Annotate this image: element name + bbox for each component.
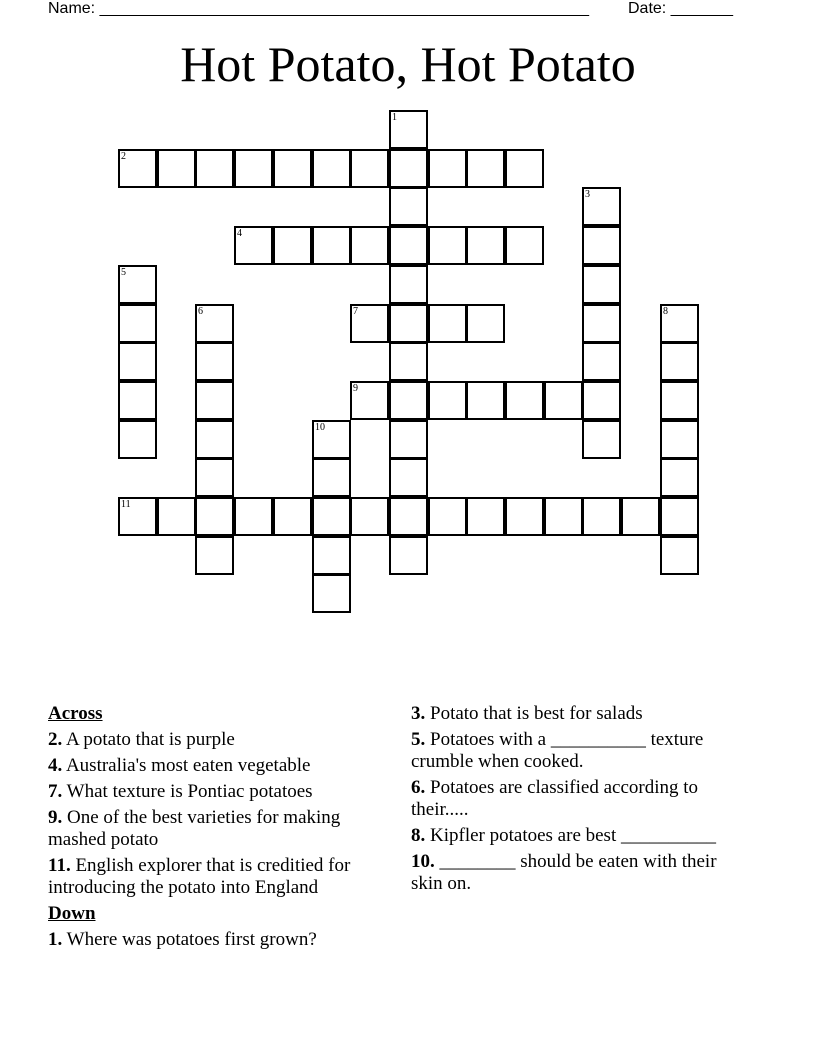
grid-cell[interactable]	[428, 381, 467, 420]
grid-cell[interactable]	[428, 149, 467, 188]
clue-number: 11	[121, 499, 131, 510]
clue-across-4: 4. Australia's most eaten vegetable	[48, 755, 311, 776]
grid-cell[interactable]	[234, 497, 273, 536]
clue-number: 6	[198, 306, 203, 317]
clue-number: 8	[663, 306, 668, 317]
grid-cell[interactable]	[312, 458, 351, 497]
grid-cell[interactable]	[505, 149, 544, 188]
grid-cell[interactable]	[660, 458, 699, 497]
grid-cell[interactable]	[195, 458, 234, 497]
grid-cell[interactable]	[234, 149, 273, 188]
clue-number: 2	[121, 151, 126, 162]
grid-cell[interactable]	[389, 265, 428, 304]
grid-cell[interactable]	[582, 265, 621, 304]
grid-cell[interactable]	[350, 381, 389, 420]
clue-down-6: 6. Potatoes are classified according to their.....	[411, 777, 699, 820]
grid-cell[interactable]	[195, 536, 234, 575]
grid-cell[interactable]	[312, 226, 351, 265]
grid-cell[interactable]	[118, 265, 157, 304]
date-field[interactable]: Date: _______	[628, 0, 733, 17]
grid-cell[interactable]	[428, 304, 467, 343]
grid-cell[interactable]	[582, 381, 621, 420]
clue-column-left	[48, 703, 398, 955]
grid-cell[interactable]	[195, 149, 234, 188]
grid-cell[interactable]	[157, 149, 196, 188]
grid-cell[interactable]	[660, 420, 699, 459]
grid-cell[interactable]	[389, 381, 428, 420]
across-heading: Across	[48, 703, 103, 724]
grid-cell[interactable]	[273, 226, 312, 265]
grid-cell[interactable]	[582, 342, 621, 381]
grid-cell[interactable]	[157, 497, 196, 536]
grid-cell[interactable]	[466, 149, 505, 188]
grid-cell[interactable]	[466, 381, 505, 420]
grid-cell[interactable]	[312, 149, 351, 188]
grid-cell[interactable]	[118, 304, 157, 343]
clue-column-right	[411, 703, 751, 899]
grid-cell[interactable]	[389, 226, 428, 265]
clue-across-2: 2. A potato that is purple	[48, 729, 235, 750]
grid-cell[interactable]	[389, 187, 428, 226]
clue-number: 7	[353, 306, 358, 317]
clue-down-8: 8. Kipfler potatoes are best __________	[411, 825, 716, 846]
grid-cell[interactable]	[312, 536, 351, 575]
clue-across-11: 11. English explorer that is creditied for introducing the potato into England	[48, 855, 351, 898]
grid-cell[interactable]	[195, 420, 234, 459]
grid-cell[interactable]	[273, 497, 312, 536]
grid-cell[interactable]	[660, 536, 699, 575]
clue-down-3: 3. Potato that is best for salads	[411, 703, 643, 724]
grid-cell[interactable]	[544, 381, 583, 420]
grid-cell[interactable]	[389, 458, 428, 497]
grid-cell[interactable]	[389, 536, 428, 575]
grid-cell[interactable]	[389, 342, 428, 381]
grid-cell[interactable]	[505, 226, 544, 265]
grid-cell[interactable]	[389, 110, 428, 149]
puzzle-title: Hot Potato, Hot Potato	[180, 36, 636, 92]
grid-cell[interactable]	[582, 187, 621, 226]
clue-across-7: 7. What texture is Pontiac potatoes	[48, 781, 313, 802]
clue-number: 1	[392, 112, 397, 123]
grid-cell[interactable]	[582, 226, 621, 265]
grid-cell[interactable]	[118, 497, 157, 536]
grid-cell[interactable]	[582, 420, 621, 459]
grid-cell[interactable]	[312, 574, 351, 613]
grid-cell[interactable]	[582, 497, 621, 536]
grid-cell[interactable]	[466, 304, 505, 343]
grid-cell[interactable]	[389, 304, 428, 343]
grid-cell[interactable]	[118, 342, 157, 381]
grid-cell[interactable]	[234, 226, 273, 265]
grid-cell[interactable]	[582, 304, 621, 343]
clue-number: 10	[315, 422, 325, 433]
grid-cell[interactable]	[428, 497, 467, 536]
grid-cell[interactable]	[350, 497, 389, 536]
grid-cell[interactable]	[273, 149, 312, 188]
clue-number: 5	[121, 267, 126, 278]
clue-down-10: 10. ________ should be eaten with their skin on.	[411, 851, 717, 894]
grid-cell[interactable]	[660, 342, 699, 381]
clue-number: 9	[353, 383, 358, 394]
grid-cell[interactable]	[544, 497, 583, 536]
grid-cell[interactable]	[350, 149, 389, 188]
clue-down-5: 5. Potatoes with a __________ texture crumble when cooked.	[411, 729, 704, 772]
grid-cell[interactable]	[195, 497, 234, 536]
grid-cell[interactable]	[389, 420, 428, 459]
grid-cell[interactable]	[505, 497, 544, 536]
grid-cell[interactable]	[660, 497, 699, 536]
grid-cell[interactable]	[312, 420, 351, 459]
grid-cell[interactable]	[389, 497, 428, 536]
grid-cell[interactable]	[195, 304, 234, 343]
grid-cell[interactable]	[118, 149, 157, 188]
grid-cell[interactable]	[350, 226, 389, 265]
grid-cell[interactable]	[312, 497, 351, 536]
grid-cell[interactable]	[660, 381, 699, 420]
grid-cell[interactable]	[118, 381, 157, 420]
name-field[interactable]: Name: _______________________________________________________	[48, 0, 589, 17]
clue-across-9: 9. One of the best varieties for making mashed potato	[48, 807, 341, 850]
grid-cell[interactable]	[505, 381, 544, 420]
grid-cell[interactable]	[621, 497, 660, 536]
grid-cell[interactable]	[195, 342, 234, 381]
grid-cell[interactable]	[660, 304, 699, 343]
grid-cell[interactable]	[350, 304, 389, 343]
grid-cell[interactable]	[195, 381, 234, 420]
clue-number: 4	[237, 228, 242, 239]
clue-down-1: 1. Where was potatoes first grown?	[48, 929, 317, 950]
grid-cell[interactable]	[118, 420, 157, 459]
clue-number: 3	[585, 189, 590, 200]
down-heading: Down	[48, 903, 96, 924]
grid-cell[interactable]	[466, 226, 505, 265]
grid-cell[interactable]	[466, 497, 505, 536]
grid-cell[interactable]	[428, 226, 467, 265]
grid-cell[interactable]	[389, 149, 428, 188]
